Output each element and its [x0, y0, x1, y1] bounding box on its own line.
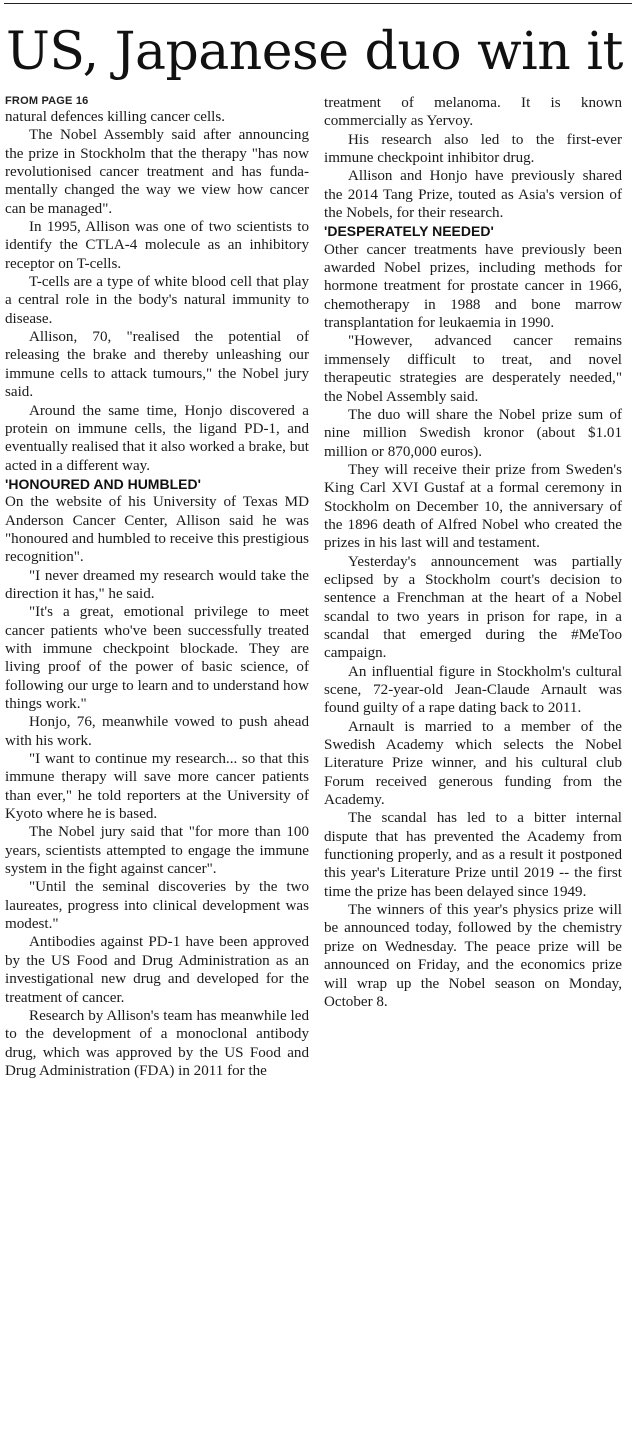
article-paragraph: An influential figure in Stockholm's cultural scene, 72-year-old Jean-Claude Arnault was found guilty of a rape dating back to 2011. — [324, 663, 622, 717]
article-paragraph: Research by Allison's team has meanwhile led to the development of a monoclonal antibody drug, which was approved by the US Food and Drug Administration (FDA) in 2011 for the — [5, 1007, 309, 1079]
article-paragraph: natural defences killing cancer cells. — [5, 109, 226, 125]
article-paragraph: The Nobel jury said that "for more than 100 years, scientists attempted to engage the immune system in the fight against cancer". — [5, 824, 309, 878]
article-paragraph: treatment of melanoma. It is known commercially as Yervoy. — [324, 95, 622, 130]
article-paragraph: Around the same time, Honjo discovered a protein on immune cells, the ligand PD-1, and eventually realised that it also worked a brake, but acted in a different way. — [5, 402, 309, 474]
article-paragraph: Arnault is married to a member of the Swedish Academy which selects the Nobel Literature Prize winner, and his cultural club Forum received generous funding from the Academy. — [324, 718, 622, 809]
jump-line: FROM PAGE 16 — [5, 95, 89, 107]
article-paragraph: His research also led to the first-ever immune checkpoint inhibitor drug. — [324, 131, 622, 167]
article-paragraph: "Until the seminal discoveries by the two laureates, progress into clinical development was modest." — [5, 879, 309, 933]
article-paragraph: T-cells are a type of white blood cell that play a central role in the body's natural immunity to disease. — [5, 274, 309, 327]
section-subhead: 'HONOURED AND HUMBLED' — [5, 475, 201, 492]
article-paragraph: "I want to continue my research... so that this immune therapy will save more cancer patients than ever," he told reporters at the University of Kyoto where he is based. — [5, 751, 309, 823]
article-paragraph: The winners of this year's physics prize will be announced today, followed by the chemistry prize on Wednesday. The peace prize will be announced on Friday, and the economics prize will wrap up the Nobel season on Monday, October 8. — [324, 902, 622, 1010]
top-rule — [4, 3, 632, 4]
headline: US, Japanese duo win it — [6, 22, 623, 82]
article-paragraph: The scandal has led to a bitter internal dispute that has prevented the Academy from functioning properly, and as a result it postponed this year's Literature Prize until 2019 -- the first time the prize has been delayed since 1949. — [324, 810, 622, 900]
article-paragraph: "It's a great, emotional privilege to meet cancer patients who've been successfully treated with immune checkpoint blockade. They are living proof of the power of basic science, of following our urge to learn and to understand how things work." — [5, 604, 309, 712]
article-column-left — [5, 94, 309, 1080]
article-paragraph: Yesterday's announcement was partially eclipsed by a Stockholm court's decision to sentence a Frenchman at the heart of a Nobel scandal to two years in prison for rape, in a scandal that emerged during the #MeToo campaign. — [324, 553, 622, 662]
article-column-right — [324, 94, 622, 1011]
article-paragraph: On the website of his University of Texas MD Anderson Cancer Center, Allison said he was "honoured and humbled to receive this prestigious recognition". — [5, 494, 309, 566]
article-paragraph: "I never dreamed my research would take the direction it has," he said. — [5, 567, 309, 602]
article-paragraph: In 1995, Allison was one of two scientists to identify the CTLA-4 molecule as an inhibitory receptor on T-cells. — [5, 219, 309, 272]
article-paragraph: Other cancer treatments have previously been awarded Nobel prizes, including methods for hormone treatment for prostate cancer in 1966, chemotherapy in 1988 and bone marrow transplantation for leukaemia in 1990. — [324, 241, 622, 332]
article-paragraph: The duo will share the Nobel prize sum of nine million Swedish kronor (about $1.01 million or 870,000 euros). — [324, 406, 622, 460]
article-paragraph: They will receive their prize from Sweden's King Carl XVI Gustaf at a formal ceremony in Stockholm on December 10, the anniversary of the 1896 death of Alfred Nobel who created the prizes in his last will and testament. — [324, 461, 622, 552]
article-paragraph: Allison and Honjo have previously shared the 2014 Tang Prize, touted as Asia's version of the Nobels, for their research. — [324, 168, 622, 222]
article-paragraph: Allison, 70, "realised the potential of releasing the brake and thereby unleashing our immune cells to attack tumours," the Nobel jury said. — [5, 329, 309, 401]
article-paragraph: "However, advanced cancer remains immensely difficult to treat, and novel therapeutic strategies are desperately needed," the Nobel Assembly said. — [324, 333, 622, 405]
section-subhead: 'DESPERATELY NEEDED' — [324, 223, 494, 240]
article-paragraph: Antibodies against PD-1 have been approved by the US Food and Drug Administration as an investigational new drug and developed for the treatment of cancer. — [5, 934, 309, 1006]
article-paragraph: The Nobel Assembly said after announcing the prize in Stockholm that the therapy "has now revolutionised cancer treatment and has fundamentally changed the way we view how cancer can be managed". — [5, 127, 309, 217]
article-paragraph: Honjo, 76, meanwhile vowed to push ahead with his work. — [5, 714, 309, 749]
